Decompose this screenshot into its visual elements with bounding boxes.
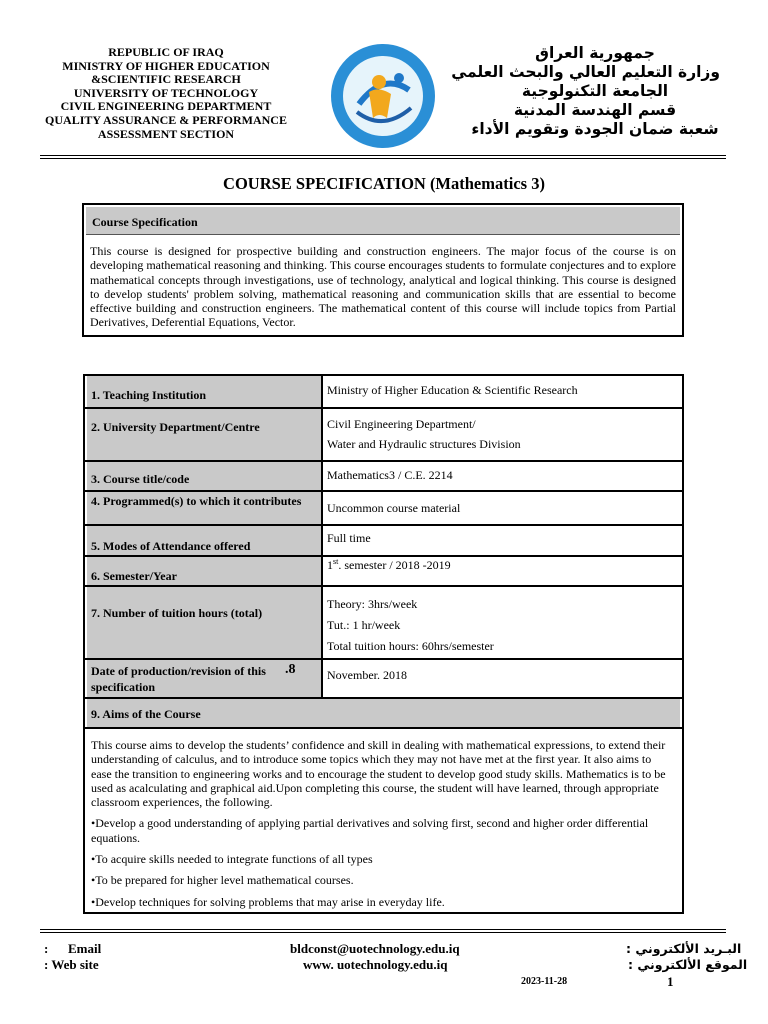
table-row xyxy=(85,492,682,524)
header-line: MINISTRY OF HIGHER EDUCATION xyxy=(62,58,270,73)
header-english-block xyxy=(44,46,288,141)
row-label: 1. Teaching Institution xyxy=(87,376,321,407)
row-value: Full time xyxy=(327,531,371,545)
email-label: Email xyxy=(68,941,102,956)
header-arabic-line: الجامعة التكنولوجية xyxy=(521,82,669,100)
header-divider xyxy=(40,155,726,156)
header-arabic-line: جمهورية العراق xyxy=(535,44,655,62)
course-specification-heading: Course Specification xyxy=(86,207,680,235)
row-value xyxy=(323,557,680,585)
page-title: COURSE SPECIFICATION (Mathematics 3) xyxy=(223,174,545,193)
website-link[interactable]: www. uotechnology.edu.iq xyxy=(303,957,448,972)
page-number: 1 xyxy=(667,974,674,989)
row-label: Date of production/revision of this .8 specification xyxy=(87,660,321,697)
quality-assurance-logo xyxy=(329,42,437,150)
table-row xyxy=(85,376,682,407)
header-arabic-line: وزارة التعليم العالي والبحث العلمي xyxy=(451,63,720,81)
aims-point: •Develop techniques for solving problems that may arise in everyday life. xyxy=(91,894,445,909)
course-specification-box xyxy=(82,203,684,337)
footer-divider xyxy=(40,932,726,933)
aims-point: •To be prepared for higher level mathematical courses. xyxy=(91,873,354,888)
row-value: Mathematics3 / C.E. 2214 xyxy=(327,468,453,482)
website-label: : Web site xyxy=(44,957,99,972)
aims-heading: 9. Aims of the Course xyxy=(87,699,680,727)
email-label-arabic: البـريد الألكتروني : xyxy=(626,941,742,956)
row-label: 2. University Department/Centre xyxy=(87,409,321,460)
email-colon: : xyxy=(44,941,49,956)
email-link[interactable]: bldconst@uotechnology.edu.iq xyxy=(290,941,460,956)
header-divider xyxy=(40,158,726,159)
table-row xyxy=(85,557,682,585)
header-line: UNIVERSITY OF TECHNOLOGY xyxy=(73,85,259,100)
table-row xyxy=(85,409,682,460)
website-label-arabic: الموقع الألكتروني : xyxy=(628,957,748,972)
row-label: 3. Course title/code xyxy=(87,462,321,490)
header-line: QUALITY ASSURANCE & PERFORMANCE xyxy=(45,112,287,127)
row-divider xyxy=(85,727,682,729)
row-value: Ministry of Higher Education & Scientific Research xyxy=(327,383,578,397)
header-arabic-line: شعبة ضمان الجودة وتقويم الأداء xyxy=(471,120,719,138)
course-info-table xyxy=(83,374,684,914)
row-label: 4. Programmed(s) to which it contributes xyxy=(87,492,321,524)
footer-divider xyxy=(40,929,726,930)
aims-point: •To acquire skills needed to integrate functions of all types xyxy=(91,852,373,867)
header-line: CIVIL ENGINEERING DEPARTMENT xyxy=(60,99,272,114)
row-label: 7. Number of tuition hours (total) xyxy=(87,587,321,658)
header-line: REPUBLIC OF IRAQ xyxy=(108,45,224,59)
table-row xyxy=(85,587,682,658)
course-specification-text: This course is designed for prospective building and construction engineers. The major focus of the course is on developing mathematical reasoning and thinking. This course encourages students to formulate conjectures and to explore mathematical concepts through investigations, use of technology, analytical and logical thinking. This course is designed to develop students' problem solving, mathematical reasoning and communication skills that are essential to become effective building and construction engineers. The mathematical content of this course will include topics from Partial Derivatives, Deferential Equations, Vector. xyxy=(90,244,676,330)
header-arabic-block xyxy=(451,44,720,139)
header-line: ASSESSMENT SECTION xyxy=(97,126,235,141)
row-label: 6. Semester/Year xyxy=(87,557,321,585)
row-label: 5. Modes of Attendance offered xyxy=(87,526,321,555)
row-value: Theory: 3hrs/week Tut.: 1 hr/week Total tuition hours: 60hrs/semester xyxy=(327,597,494,653)
header-arabic-line: قسم الهندسة المدنية xyxy=(513,101,677,119)
table-row xyxy=(85,660,682,697)
logo-figure-head xyxy=(372,75,386,89)
semester-text: . semester / 2018 -2019 xyxy=(338,558,451,572)
semester-number: 1 xyxy=(327,558,333,572)
table-row xyxy=(85,462,682,490)
header-line: &SCIENTIFIC RESEARCH xyxy=(91,72,241,87)
row-value: Civil Engineering Department/ Water and Hydraulic structures Division xyxy=(327,417,521,451)
row-value: November. 2018 xyxy=(327,668,407,682)
logo-figure-small xyxy=(394,73,404,83)
semester-suffix: st xyxy=(333,557,339,566)
aims-point: •Develop a good understanding of applying partial derivatives and solving first, second and higher order differential equations. xyxy=(91,816,649,845)
footer-date: 2023-11-28 xyxy=(521,976,568,987)
row-value: Uncommon course material xyxy=(327,501,461,515)
aims-text xyxy=(91,738,674,916)
aims-intro: This course aims to develop the students’ confidence and skill in dealing with mathematical expressions, to extend their understanding of calculus, and to introduce some topics which they may not have met at the first year. It also aims to ease the transition to engineering works and to encourage the student to develop good study skills. Mathematics is to be used as acalculating and graphical aid.Upon completing this course, the student will have learned, through appropriate classroom experiences, the following. xyxy=(91,738,666,810)
table-row xyxy=(85,526,682,555)
